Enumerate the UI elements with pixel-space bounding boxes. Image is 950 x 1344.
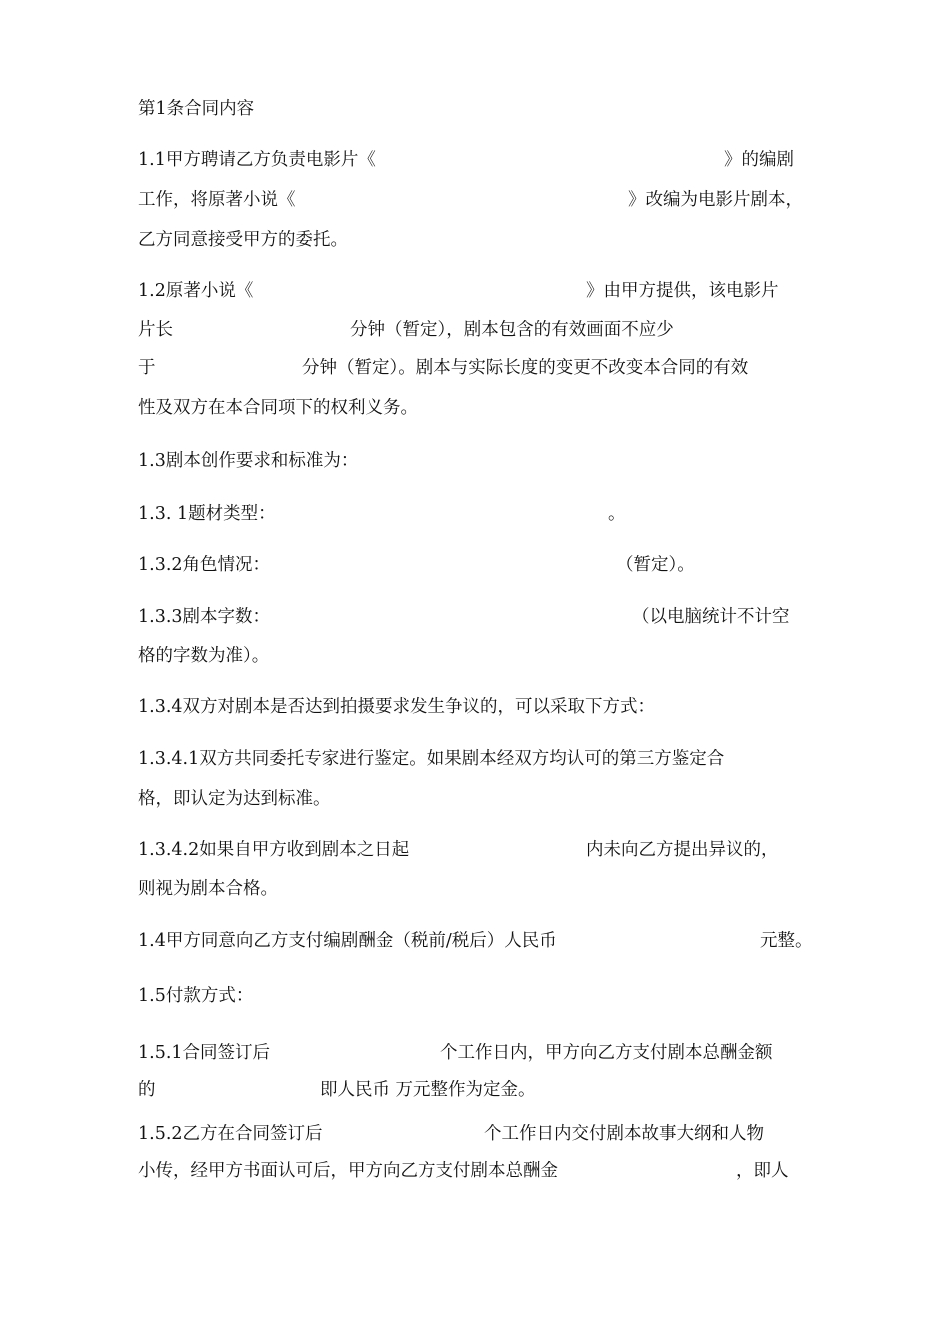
text-segment: 小传，经甲方书面认可后，甲方向乙方支付剧本总酬金	[138, 1161, 558, 1181]
text-segment: 1.4甲方同意向乙方支付编剧酬金（税前/税后）人民币	[138, 931, 557, 951]
text-segment: 1.3.2角色情况：	[138, 555, 271, 575]
text-segment: 分钟（暂定），剧本包含的有效画面不应少	[350, 320, 674, 340]
text-segment: 1.3.4.2如果自甲方收到剧本之日起	[138, 840, 410, 860]
text-segment: 分钟（暂定）。剧本与实际长度的变更不改变本合同的有效	[302, 358, 749, 378]
text-segment: 1.3剧本创作要求和标准为：	[138, 451, 359, 471]
text-segment: 格，即认定为达到标准。	[138, 789, 331, 809]
text-segment: 》的编剧	[724, 150, 794, 170]
text-segment: 1.3. 1题材类型：	[138, 504, 276, 524]
text-segment: 即人民币 万元整作为定金。	[320, 1080, 536, 1100]
text-segment: 1.5付款方式：	[138, 986, 254, 1006]
text-segment: 内未向乙方提出异议的，	[586, 840, 779, 860]
text-segment: 1.3.4.1双方共同委托专家进行鉴定。如果剧本经双方均认可的第三方鉴定合	[138, 749, 725, 769]
text-segment: 格的字数为准）。	[138, 646, 270, 666]
text-segment: 乙方同意接受甲方的委托。	[138, 230, 348, 250]
clause-heading-text: 第1条合同内容	[138, 99, 255, 119]
text-segment: （暂定）。	[616, 555, 695, 575]
text-segment: 片长	[138, 320, 173, 340]
text-segment: 》改编为电影片剧本，	[628, 190, 803, 210]
text-segment: ，即人	[736, 1161, 789, 1181]
text-segment: 则视为剧本合格。	[138, 879, 278, 899]
text-segment: 1.2原著小说《	[138, 281, 254, 301]
text-segment: 1.3.3剧本字数：	[138, 607, 271, 627]
text-segment: 工作，将原著小说《	[138, 190, 296, 210]
text-segment: 于	[138, 358, 156, 378]
text-segment: 1.5.2乙方在合同签订后	[138, 1124, 323, 1144]
text-segment: 1.1甲方聘请乙方负责电影片《	[138, 150, 376, 170]
text-segment: 1.5.1合同签订后	[138, 1043, 271, 1063]
text-segment: 的	[138, 1080, 156, 1100]
text-segment: 》由甲方提供，该电影片	[586, 281, 779, 301]
text-segment: （以电脑统计不计空	[632, 607, 790, 627]
text-segment: 1.3.4双方对剧本是否达到拍摄要求发生争议的，可以采取下方式：	[138, 697, 656, 717]
text-segment: 元整。	[760, 931, 813, 951]
text-segment: 。	[608, 504, 626, 524]
text-segment: 个工作日内，甲方向乙方支付剧本总酬金额	[440, 1043, 773, 1063]
text-segment: 性及双方在本合同项下的权利义务。	[138, 398, 418, 418]
text-segment: 个工作日内交付剧本故事大纲和人物	[484, 1124, 764, 1144]
